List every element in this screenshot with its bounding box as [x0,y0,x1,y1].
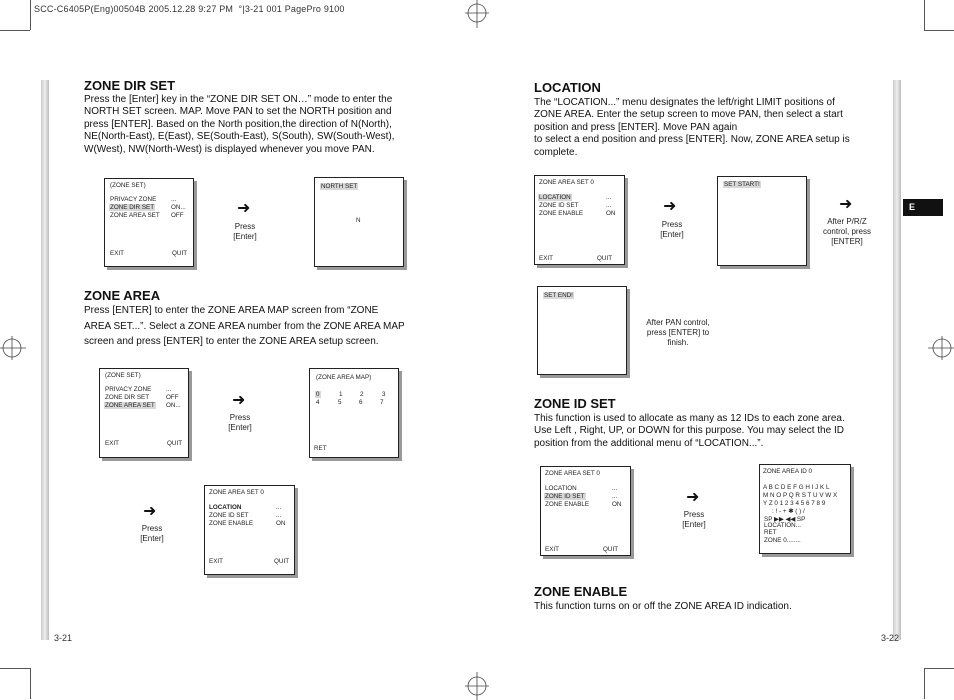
zone-id-set-text: This function is used to allocate as many as 12 IDs to each zone area. Use Left , Right, UP, or DOWN for this purpose. You may select the ID position from the additional menu of “LOCATION...”. [534,413,845,449]
arrow-right-icon: ➜ [839,196,853,213]
zone-set-screen: (ZONE SET) PRIVACY ZONE ... ZONE DIR SET ON... ZONE AREA SET OFF EXIT QUIT [104,178,194,267]
registration-mark-icon [462,0,492,30]
crop-mark [0,30,30,31]
page-edge-strip [41,80,49,640]
crop-mark [924,30,954,31]
arrow-right-icon: ➜ [237,200,251,217]
zone-dir-set-text: Press the [Enter] key in the “ZONE DIR SET ON…” mode to enter the NORTH SET screen. MAP. Move PAN to set the NORTH position and press [ENTER]. Based on the North position,the direction of N(North), NE(North-East), E(East), SE(South-East), S(South), SW(South-West), W(West), NW(North-West) is displayed whenever you move PAN. [84,94,395,155]
zone-dir-set-heading: ZONE DIR SET [84,78,176,93]
press-enter-caption: Press [Enter] [682,510,706,529]
zone-area-text: Press [ENTER] to enter the ZONE AREA MAP screen from “ZONE AREA SET...”. Select a ZONE AREA number from the ZONE AREA MAP screen and press [ENTER] to enter the ZONE AREA setup screen. [84,305,405,347]
zone-id-set-heading: ZONE ID SET [534,396,616,411]
set-end-screen: SET END! [537,286,627,375]
zone-area-set-screen: ZONE AREA SET 0 LOCATION ... ZONE ID SET ... ZONE ENABLE ON EXIT QUIT [204,485,295,575]
page-number: 3-21 [54,633,73,643]
arrow-right-icon: ➜ [686,489,700,506]
registration-mark-icon [924,333,954,363]
page-edge-strip [893,80,901,640]
after-prz-caption: After P/R/Z control, press [ENTER] [822,217,872,246]
zone-area-set-screen: ZONE AREA SET 0 LOCATION ... ZONE ID SET ... ZONE ENABLE ON EXIT QUIT [540,466,631,556]
registration-mark-icon [462,670,492,700]
crop-mark [30,668,31,699]
print-header: SCC-C6405P(Eng)00504B 2005.12.28 9:27 PM °|3-21 001 PagePro 9100 [34,4,345,14]
zone-set-screen: (ZONE SET) PRIVACY ZONE ... ZONE DIR SET OFF ZONE AREA SET ON... EXIT QUIT [99,368,189,458]
press-enter-caption: Press [Enter] [140,524,164,543]
zone-enable-text: This function turns on or off the ZONE AREA ID indication. [534,601,792,612]
zone-enable-heading: ZONE ENABLE [534,584,628,599]
crop-mark [924,668,925,699]
zone-area-set-screen: ZONE AREA SET 0 LOCATION ... ZONE ID SET ... ZONE ENABLE ON EXIT QUIT [534,175,625,265]
press-enter-caption: Press [Enter] [660,220,684,239]
location-text: The “LOCATION...” menu designates the left/right LIMIT positions of ZONE AREA. Enter the setup screen to move PAN, then select a start position and press [ENTER]. Move PAN again to select a end position and press [ENTER]. Now, ZONE AREA setup is complete. [534,97,850,158]
zone-area-id-screen: ZONE AREA ID 0 A B C D E F G H I J K L M N O P Q R S T U V W X Y Z 0 1 2 3 4 5 6 7 8 9 : ! - + ✱ ( ) / SP ▶▶ ◀◀ SP LOCATION... RET ZONE 0........ [759,464,851,554]
press-enter-caption: Press [Enter] [228,413,252,432]
north-set-screen: NORTH SET N [314,177,404,267]
arrow-right-icon: ➜ [143,503,157,520]
registration-mark-icon [0,333,30,363]
press-enter-caption: Press [Enter] [233,222,257,241]
after-pan-caption: After PAN control, press [ENTER] to finish. [646,318,710,347]
crop-mark [30,0,31,30]
crop-mark [924,0,925,30]
page-number: 3-22 [881,633,900,643]
section-tab: E [903,199,943,216]
set-start-screen: SET START! [717,176,807,266]
zone-area-map-screen: (ZONE AREA MAP) 0 1 2 3 4 5 6 7 RET [309,368,399,458]
location-heading: LOCATION [534,80,601,95]
arrow-right-icon: ➜ [232,392,246,409]
arrow-right-icon: ➜ [663,198,677,215]
crop-mark [924,668,954,669]
crop-mark [0,668,30,669]
zone-area-heading: ZONE AREA [84,288,161,303]
